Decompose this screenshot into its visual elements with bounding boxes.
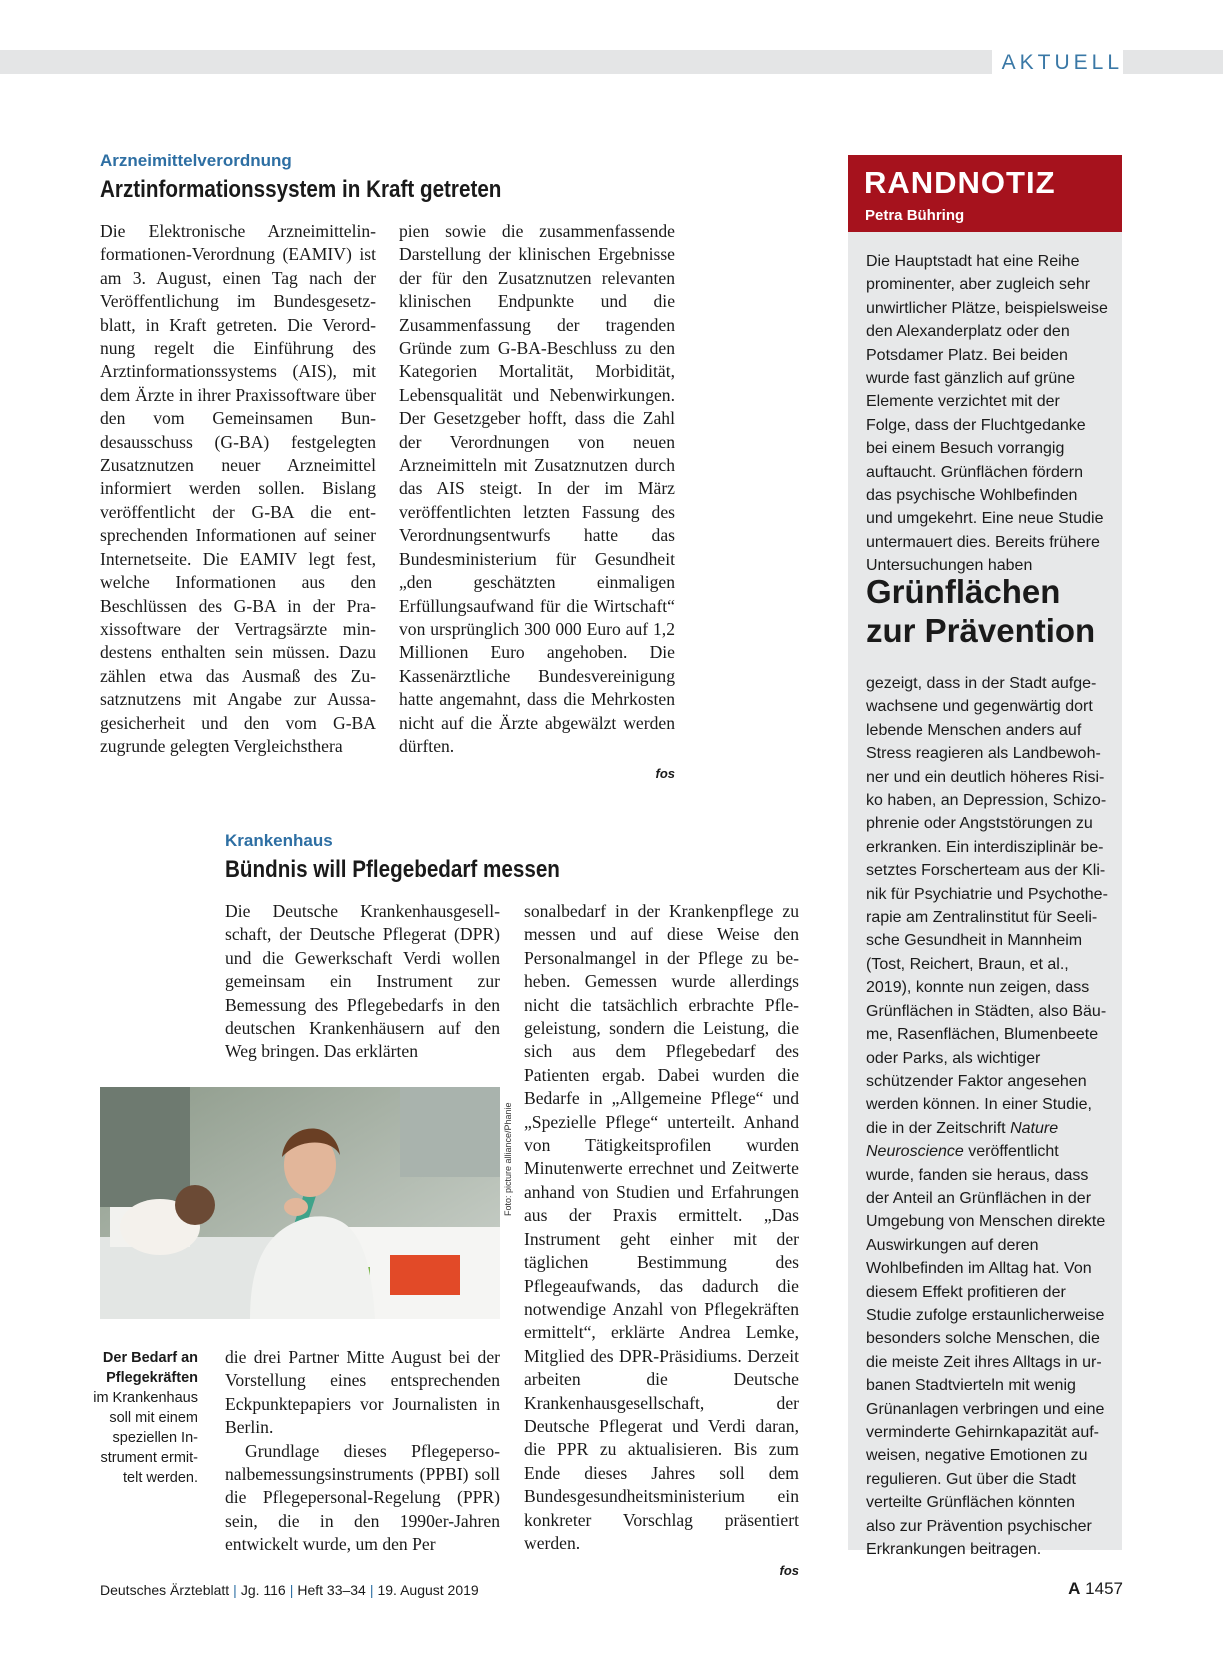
page-number-value: 1457 (1085, 1579, 1123, 1598)
randnotiz-journal: Nature Neuroscience (866, 1119, 1059, 1161)
footer-journal: Deutsches Ärzteblatt (100, 1582, 230, 1598)
randnotiz-headline: Grünflächen zur Prävention (866, 573, 1096, 649)
article1-headline: Arztinformationssystem in Kraft getreten (100, 176, 502, 203)
article2-headline: Bündnis will Pflegebedarf messen (225, 856, 560, 883)
article2-column-1b (225, 1346, 500, 1557)
article2-col2-text: sonalbedarf in der Krankenpflege zu messen und auf diese Weise den Personalmangel in der Pflege zu beheben. Gemessen wurde allerdings nicht die tatsächlich erbrachte Pflegeleistung, sondern die Leistung, die sich aus dem Pflegebedarf des Patienten ergab. Dabei wurden die Bedarfe in „Allgemeine Pflege“ und „Spezielle Pflege“ unterteilt. Anhand von Tätigkeitsprofilen wurden Minutenwerte errechnet und Zeitwerte anhand von Studien und Erfahrungen aus der Praxis ermittelt. „Das Instrument geht einher mit der täglichen Bestimmung des Pflegeaufwands, das dadurch die notwendige Anzahl von Pflegekräften ermittelt“, erklärte Andrea Lemke, Mitglied des DPR-Präsidiums. Derzeit arbeiten die Deutsche Krankenhausgesellschaft, der Deutsche Pflegerat und Verdi daran, die PPR zu aktualisieren. Bis zum Ende dieses Jahres soll dem Bundesgesundheitsministerium ein konkreter Vorschlag präsentiert werden. (524, 901, 799, 1553)
section-label: AKTUELL (992, 50, 1123, 74)
randnotiz-title: RANDNOTIZ (864, 165, 1056, 200)
caption-rest: im Krankenhaus soll mit einem speziellen Instrument ermittelt werden. (93, 1390, 198, 1486)
footer-separator: | (233, 1582, 237, 1598)
footer-separator: | (289, 1582, 294, 1598)
randnotiz-body-after: veröffentlicht wurde, fanden sie heraus, dass der Anteil an Grünflächen in der Umgebung von Menschen direkte Auswirkungen auf deren Wohlbefinden im Alltag hat. Von diesem Effekt profitieren der Studie zufolge erstaunlicherweise besonders solche Menschen, die die meiste Zeit ihres Alltags in urbanen Stadtvierteln mit wenig Grünanlagen verbringen und eine verminderte Gehirnkapazität aufweisen, negative Emotionen zu regulieren. Gut über die Stadt verteilte Grünflächen könnten also zur Prävention psychischer Erkrankungen beitragen. (866, 1143, 1106, 1559)
page-prefix: A (1068, 1579, 1081, 1598)
photo-illustration (100, 1087, 500, 1319)
footer-issue: Heft 33–34 (297, 1582, 366, 1598)
randnotiz-header (848, 155, 1122, 232)
article2-column-1a (225, 900, 500, 1064)
article2-kicker: Krankenhaus (225, 831, 333, 850)
article2-col1b-p1: die drei Partner Mitte August bei der Vorstellung eines entsprechenden Eckpunktepapiers vor Journalisten in Berlin. (225, 1347, 500, 1438)
photo-credit: Foto: picture alliance/Phanie (503, 1102, 513, 1216)
article2-col1b-p2: Grundlage dieses Pflegepersonalbemessungsinstruments (PPBI) soll die Pflegepersonal-Regelung (PPR) sein, die in den 1990er-Jahren entwickelt wurde, um den Per (225, 1440, 500, 1555)
photo-caption (90, 1348, 198, 1488)
footer-volume: Jg. 116 (240, 1582, 286, 1598)
article1-col2-text: pien sowie die zusammenfassende Darstellung der klinischen Ergebnisse der für den Zusatznutzen relevanten klinischen Endpunkte und die Zusammenfassung der tragenden Gründe zum G-BA-Beschluss zu den Kategorien Mortalität, Morbidität, Lebensqualität und Nebenwirkungen. Der Gesetzgeber hofft, dass die Zahl der Verordnungen von neuen Arzneimitteln mit Zusatznutzen durch das AIS steigt. In der im März veröffentlichten letzten Fassung des Verordnungsentwurfs hatte das Bundesministerium für Gesundheit „den geschätzten einmaligen Erfüllungsaufwand für die Wirtschaft“ von ursprünglich 300 000 Euro auf 1,2 Millionen Euro angehoben. Die Kassenärztliche Bundesvereinigung hatte angemahnt, dass die Mehrkosten nicht auf die Ärzte abgewälzt werden dürften. (399, 221, 675, 756)
caption-bold: Der Bedarf an Pflegekräften (102, 1350, 198, 1386)
article1-kicker: Arzneimittelverordnung (100, 151, 292, 170)
page-number (1068, 1579, 1123, 1599)
article1-signature: fos (655, 766, 675, 782)
randnotiz-intro: Die Hauptstadt hat eine Reihe prominenter, aber zugleich sehr unwirtlicher Plätze, beispielsweise den Alexanderplatz oder den Potsdamer Platz. Bei beiden wurde fast gänzlich auf grüne Elemente verzichtet mit der Folge, dass der Fluchtgedanke bei einem Besuch vorrangig auftaucht. Grünflächen fördern das psychische Wohlbefinden und umgekehrt. Eine neue Studie untermauert dies. Bereits frühere Untersuchungen haben (866, 253, 1108, 575)
article1-column-1 (100, 220, 376, 758)
nurse-lab-photo (100, 1087, 500, 1319)
randnotiz-author: Petra Bühring (865, 207, 965, 224)
footer-separator: | (369, 1582, 374, 1598)
article2-signature: fos (779, 1563, 799, 1579)
article1-column-2 (399, 220, 675, 786)
randnotiz-body (866, 672, 1108, 1561)
randnotiz-body-before: gezeigt, dass in der Stadt aufgewachsene und gegenwärtig dort lebende Menschen anders auf Stress reagieren als Landbewohner und ein deutlich höheres Risiko haben, an Depression, Schizophrenie oder Angststörungen zu erkranken. Ein interdisziplinär besetztes Forscherteam aus der Klinik für Psychiatrie und Psychotherapie am Zentralinstitut für Seelische Gesundheit in Mannheim (Tost, Reichert, Braun, et al., 2019), konnte nun zeigen, dass Grünflächen in Städten, also Bäume, Rasenflächen, Blumenbeete oder Parks, als wichtiger schützender Faktor angesehen werden können. In einer Studie, die in der Zeitschrift (866, 675, 1108, 1137)
article2-col1a-text: Die Deutsche Krankenhausgesellschaft, der Deutsche Pflegerat (DPR) und die Gewerkschaft Verdi wollen gemeinsam ein Instrument zur Bemessung des Pflegebedarfs in den deutschen Krankenhäusern auf den Weg bringen. Das erklärten (225, 901, 500, 1062)
footer-date: 19. August 2019 (377, 1582, 479, 1598)
page-footer (100, 1582, 479, 1598)
article1-col1-text: Die Elektronische Arzneimittelinformationen-Verordnung (EAMIV) ist am 3. August, einen Tag nach der Veröffentlichung im Bundesgesetzblatt, in Kraft getreten. Die Verordnung regelt die Einführung des Arztinformationssystems (AIS), mit dem Ärzte in ihrer Praxissoftware über den vom Gemeinsamen Bundesausschuss (G-BA) festgelegten Zusatznutzen neuer Arzneimittel informiert werden sollen. Bislang veröffentlicht der G-BA die entsprechenden Informationen auf seiner Internetseite. Die EAMIV legt fest, welche Informationen aus den Beschlüssen des G-BA in der Praxissoftware der Vertragsärzte mindestens enthalten sein müssen. Dazu zählen etwa das Ausmaß des Zusatznutzens mit Angabe zur Aussagesicherheit und den vom G-BA zugrunde gelegten Vergleichsthera (100, 221, 376, 756)
article2-column-2 (524, 900, 799, 1583)
